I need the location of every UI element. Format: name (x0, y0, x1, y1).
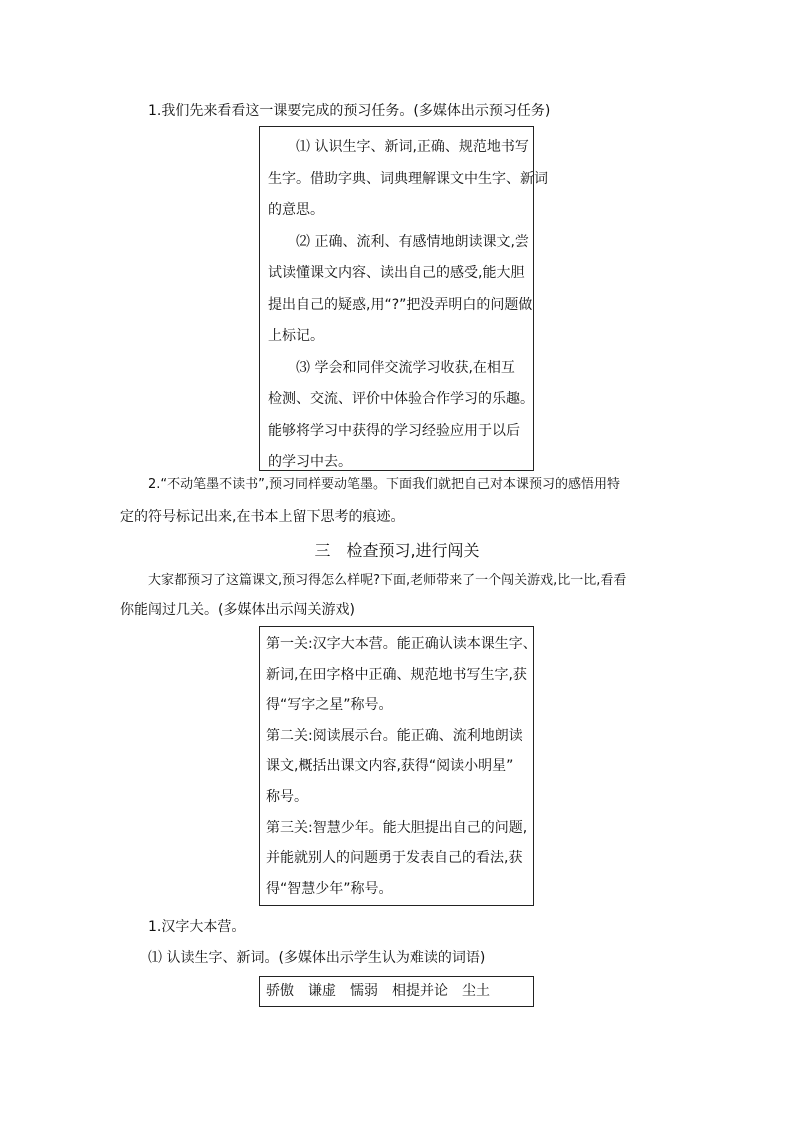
note-line-1: 2.“不动笔墨不读书”,预习同样要动笔墨。下面我们就把自己对本课预习的感悟用特 (148, 477, 621, 492)
level-line: 课文,概括出课文内容,获得“阅读小明星” (266, 758, 514, 775)
sub-item: ⑴ 认读生字、新词。(多媒体出示学生认为难读的词语) (148, 950, 486, 966)
level-line: 第三关:智慧少年。能大胆提出自己的问题, (266, 819, 528, 836)
level-line: 称号。 (266, 788, 308, 805)
level-line: 得“智慧少年”称号。 (266, 880, 393, 897)
sub-heading: 1.汉字大本营。 (148, 919, 246, 935)
task-line: 的学习中去。 (268, 454, 352, 470)
paragraph-line-2: 你能闯过几关。(多媒体出示闯关游戏) (120, 602, 355, 618)
level-line: 第一关:汉字大本营。能正确认读本课生字、 (266, 636, 537, 652)
vocab-words: 骄傲 谦虚 懦弱 相提并论 尘土 (266, 983, 490, 999)
task-line: ⑴ 认识生字、新词,正确、规范地书写 (296, 139, 529, 155)
task-line: 的意思。 (268, 202, 324, 218)
note-line-2: 定的符号标记出来,在书本上留下思考的痕迹。 (120, 509, 405, 525)
preview-task-box (259, 126, 548, 471)
section-heading: 三 检查预习,进行闯关 (314, 541, 480, 560)
task-line: 能够将学习中获得的学习经验应用于以后 (268, 422, 520, 439)
task-line: 生字。借助字典、词典理解课文中生字、新词 (268, 170, 548, 187)
task-line: 提出自己的疑惑,用“?”把没弄明白的问题做 (268, 296, 533, 313)
paragraph-line-1: 大家都预习了这篇课文,预习得怎么样呢?下面,老师带来了一个闯关游戏,比一比,看看 (148, 573, 627, 588)
task-line: ⑶ 学会和同伴交流学习收获,在相互 (296, 359, 515, 376)
task-line: 试读懂课文内容、读出自己的感受,能大胆 (268, 265, 525, 281)
level-line: 新词,在田字格中正确、规范地书写生字,获 (266, 666, 527, 683)
task-line: ⑵ 正确、流利、有感情地朗读课文,尝 (296, 233, 529, 250)
game-levels-box (259, 626, 537, 906)
level-line: 第二关:阅读展示台。能正确、流利地朗读 (266, 727, 523, 744)
vocab-box (259, 976, 534, 1007)
level-line: 并能就别人的问题勇于发表自己的看法,获 (266, 850, 523, 867)
task-line: 检测、交流、评价中体验合作学习的乐趣。 (268, 391, 534, 407)
task-line: 上标记。 (268, 328, 324, 344)
intro-line: 1.我们先来看看这一课要完成的预习任务。(多媒体出示预习任务) (148, 103, 551, 119)
level-line: 得“写字之星”称号。 (266, 697, 393, 714)
